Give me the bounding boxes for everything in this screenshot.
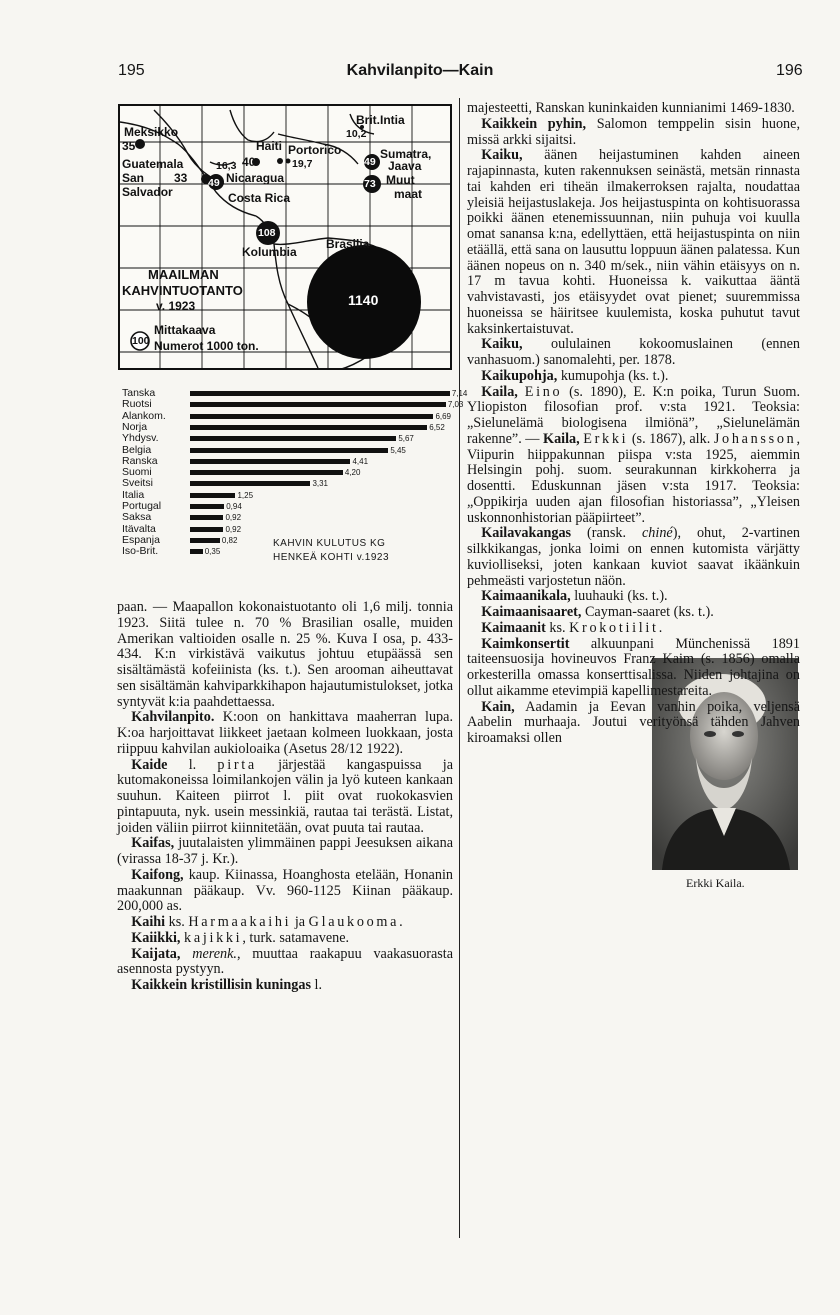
map-value-portorico: 19,7	[292, 158, 313, 170]
map-label-nicaragua: Nicaragua	[226, 171, 285, 185]
entry-kaila-erkki-text: , Viipurin hiippakunnan piispa v:sta 1925, aiemmin Helsingin pohj. suom. seurakunnan kirkkoherra ja dosentti. Eduskunnan jäsen v:sta 1917. Teoksia: „Oppikirja uuden ajan filosofian historiassa”, „Yleisen uskonnonhistorian pääpiirteet”.	[467, 430, 800, 526]
chart-category-label: Belgia	[122, 443, 152, 456]
entry-kaimkonsertit-text: alkuunpani Münchenissä 1891 taiteensuosija hovineuvos Franz Kaim (s. 1856) omalla orkesterilla omassa konserttisalissa. Niiden johtajina on ollut aikamme etevimpiä kapellimestareita.	[467, 635, 800, 699]
chart-category-label: Espanja	[122, 533, 160, 546]
entry-kristillisin-continuation: majesteetti, Ranskan kuninkaiden kunnianimi 1469-1830.	[467, 100, 795, 116]
chart-value-label: 7,03	[447, 400, 464, 410]
chart-category-label: Italia	[122, 488, 145, 501]
page-number-left: 195	[118, 62, 145, 79]
chart-category-label: Tanska	[122, 387, 156, 399]
page-header	[0, 62, 840, 86]
map-label-maat: maat	[394, 187, 423, 201]
running-title: Kahvilanpito—Kain	[346, 62, 494, 79]
chart-bar	[190, 538, 220, 543]
map-label-san: San	[122, 171, 145, 185]
entry-kaiku-lehti-text: oululainen kokoomuslainen (ennen vanhasuom.) sanomalehti, per. 1878.	[467, 336, 800, 368]
entry-kaimaanit-ref: Krokotiilit	[569, 619, 659, 636]
entry-kahvilanpito-text: K:oon on hankittava maaherran lupa. K:oa harjoittavat liikkeet jaetaan kolmeen luokkaan, josta riippuu kahvilan aukioloaika (Asetus 28/12 1922).	[117, 709, 453, 757]
entry-kaijata	[117, 947, 453, 979]
entry-kaijata-text: , muuttaa raakapuu vaakasuorasta asennosta pystyyn.	[117, 945, 454, 978]
entry-kaifong	[117, 868, 453, 915]
entry-kaide	[117, 758, 453, 837]
chart-bar	[190, 414, 433, 419]
entry-kaila-erkki-a: (s. 1867), alk.	[628, 430, 714, 447]
chart-bar	[190, 470, 343, 475]
entry-kaihi	[117, 915, 453, 931]
chart-bar	[190, 481, 310, 486]
entry-kaikupohja	[467, 369, 800, 385]
chart-value-label: 4,20	[344, 468, 361, 478]
entry-kaimaanit-a: ks.	[545, 619, 570, 636]
map-value-nicaragua: 49	[208, 177, 220, 189]
headword-kaila-erkki: Kaila,	[543, 430, 580, 447]
map-value-haiti: 40	[242, 155, 256, 169]
headword-kaiikki: Kaiikki,	[131, 929, 181, 946]
portrait-caption: Erkki Kaila.	[686, 876, 745, 890]
chart-category-label: Norja	[122, 420, 148, 433]
chart-bar	[190, 504, 224, 509]
chart-bar	[190, 459, 350, 464]
headword-kaide: Kaide	[131, 756, 168, 773]
entry-kain	[467, 700, 800, 747]
chart-value-label: 5,67	[398, 434, 414, 444]
entry-kaide-text: järjestää kangaspuissa ja kutomakoneissa loimilankojen välin ja lyö kuteen kankaan suuhun. Kaiteen piirrot l. piit ovat ruokokasvien pintapuuta, nyk. usein messinkiä, rautaa tai terästä. Listat, joiden väliin piirrot kiinnitetään, ovat puuta tai rautaa.	[117, 756, 453, 836]
map-label-muut: Muut	[386, 173, 415, 187]
coffee-production-map	[118, 104, 452, 370]
chart-bar	[190, 493, 235, 498]
entry-kaila-eino-text: (s. 1890), E. K:n poika, Turun Suom. Yliopiston filosofian prof. v:sta 1921. Teoksia: „Sielunelämä biologisena ilmiönä”, „Sielunelämän rakenne”. —	[467, 383, 801, 447]
entry-kaijata-italic: merenk.	[192, 945, 237, 962]
chart-value-label: 4,41	[352, 456, 369, 466]
chart-value-label: 0,35	[204, 547, 221, 557]
chart-value-label: 6,52	[429, 422, 445, 432]
map-value-sumatra: 49	[364, 156, 376, 168]
entry-kaikkein-pyhin-text: Salomon temppelin sisin huone, missä arkki sijaitsi.	[467, 115, 800, 148]
map-label-portorico: Portorico	[288, 143, 342, 157]
chart-category-label: Iso-Brit.	[122, 545, 159, 558]
entry-kailavakangas-italic: chiné	[642, 525, 673, 542]
map-value-guatemala: 16,3	[216, 160, 237, 172]
chart-category-label: Saksa	[122, 511, 152, 524]
headword-kaimaanikala: Kaimaanikala,	[481, 588, 571, 605]
entry-kaifas	[117, 836, 453, 868]
chart-title	[273, 537, 389, 565]
map-value-muut-maat: 73	[364, 178, 376, 190]
entry-kaiku-lehti	[467, 337, 800, 369]
headword-kaihi: Kaihi	[131, 914, 166, 930]
chart-bar	[190, 549, 203, 554]
chart-value-label: 3,31	[312, 479, 329, 489]
entry-kaiikki-text: , turk. satamavene.	[242, 929, 350, 946]
entry-kaihi-a: ks.	[165, 914, 189, 930]
chart-bar	[190, 402, 446, 407]
entry-kaiikki-spaced: kajikki	[184, 929, 243, 946]
map-legend-value: 100	[132, 335, 150, 347]
entry-kain-text: Aadamin ja Eevan vanhin poika, veljensä Aabelin murhaaja. Joutui verityönsä tähden Jahven kiroamaksi ollen	[467, 698, 800, 746]
map-value-brasilia: 1140	[348, 292, 379, 308]
map-label-salvador: Salvador	[122, 185, 173, 199]
headword-kaimaanisaaret: Kaimaanisaaret,	[481, 604, 582, 620]
left-column-text	[117, 600, 453, 994]
entry-kaifong-text: kaup. Kiinassa, Hoanghosta etelään, Honanin maakunnan pääkaup. Vv. 960-1125 Kiinan pääkaup. 200,000 as.	[117, 866, 453, 915]
entry-kaila-erkki-name: Erkki	[583, 430, 629, 447]
chart-category-label: Alankom.	[122, 409, 166, 422]
entry-kaimaanit	[467, 621, 800, 637]
chart-value-label: 0,94	[226, 502, 242, 511]
headword-kaikupohja: Kaikupohja,	[481, 367, 558, 384]
chart-title-line1: KAHVIN KULUTUS KG	[273, 538, 386, 549]
map-title-line2: KAHVINTUOTANTO	[122, 283, 243, 298]
chart-category-label: Itävalta	[122, 522, 156, 535]
entry-kahvi-continuation: paan. — Maapallon kokonaistuotanto oli 1,6 milj. tonnia 1923. Siitä tulee n. 70 % Brasilian osalle, muiden Amerikan valtioiden osalle n. 25 %. Kuva I osa, p. 433-434. K:n virkistävä vaikutus johtuu etupäässä sen sisältämästä kofeiinista (ks. t.). Sen arooman aiheuttavat sen sisältämän kahviparkkihapon hajautumistulokset, jotka syntyvät k:ia paahdettaessa.	[117, 599, 453, 710]
entry-kahvilanpito	[117, 710, 453, 757]
map-label-jaava: Jaava	[388, 159, 422, 173]
entry-kaiku	[467, 148, 800, 337]
headword-kahvilanpito: Kahvilanpito.	[131, 709, 215, 726]
entry-kaimaanikala-text: luuhauki (ks. t.).	[570, 588, 668, 605]
headword-kain: Kain,	[481, 698, 515, 715]
page-number-right: 196	[776, 62, 803, 79]
chart-category-label: Yhdysv.	[122, 432, 159, 445]
chart-title-line2: HENKEÄ KOHTI v.1923	[273, 552, 390, 563]
entry-kaikkein-kristillisin	[117, 978, 453, 994]
entry-kaimaanisaaret-text: Cayman-saaret (ks. t.).	[581, 604, 714, 620]
chart-value-label: 6,69	[435, 411, 452, 421]
headword-kaijata: Kaijata,	[131, 945, 181, 962]
chart-category-label: Suomi	[122, 466, 152, 479]
chart-category-label: Ranska	[122, 454, 158, 467]
right-column-text	[467, 101, 800, 747]
chart-bar	[190, 527, 223, 532]
headword-kaiku: Kaiku,	[481, 147, 523, 164]
map-value-brit-intia: 10,2	[346, 128, 367, 140]
map-label-meksikko: Meksikko	[124, 125, 179, 139]
chart-bar	[190, 436, 396, 441]
headword-kailavakangas: Kailavakangas	[481, 525, 572, 542]
headword-kaimaanit: Kaimaanit	[481, 619, 546, 636]
chart-value-label: 7,14	[451, 389, 468, 398]
chart-bar	[190, 515, 223, 520]
entry-kaikkein-pyhin	[467, 117, 800, 149]
map-legend-line1: Mittakaava	[154, 323, 216, 337]
entry-kaide-a: l.	[167, 756, 218, 773]
headword-kaifas: Kaifas,	[131, 835, 175, 852]
chart-value-label: 0,92	[225, 513, 242, 523]
map-value-venezuela: 108	[258, 227, 276, 239]
chart-value-label: 1,25	[237, 490, 254, 500]
headword-kaila-eino: Kaila,	[481, 383, 518, 400]
map-label-guatemala: Guatemala	[122, 157, 184, 171]
entry-kailavakangas-text: ), ohut, 2-vartinen silkkikangas, jonka loimi on ennen kutomista värjätty kuviolliseksi, joten kankaan kuviot saavat ikäänkuin pehmeästi varjostetun näön.	[467, 525, 800, 589]
map-label-brit-intia: Brit.Intia	[356, 113, 405, 127]
entry-kaila	[467, 385, 800, 527]
entry-kaila-erkki-name2: Johansson	[713, 430, 797, 447]
headword-kaikkein-pyhin: Kaikkein pyhin,	[481, 115, 587, 132]
map-title-line3: v. 1923	[156, 299, 196, 313]
entry-kaihi-ref2: Glaukooma	[308, 914, 400, 930]
entry-kailavakangas	[467, 526, 800, 589]
entry-kaiikki	[117, 931, 453, 947]
entry-kaikupohja-text: kumupohja (ks. t.).	[557, 367, 669, 384]
entry-kaide-spaced: pirta	[217, 756, 257, 773]
entry-kaikkein-kristillisin-text: l.	[310, 977, 323, 993]
entry-kaihi-b: ja	[291, 914, 309, 930]
column-divider	[459, 98, 460, 1238]
headword-kaimkonsertit: Kaimkonsertit	[481, 635, 570, 652]
coffee-consumption-chart	[118, 387, 468, 596]
entry-kaiku-text: äänen heijastuminen kahden aineen rajapinnasta, kuten rakennuksen seinästä, metsän rinnasta tai kahden eri tiheän ilmakerroksen rajalta, noudattaa yleisiä heijastuslakeja. Jos heijastuspinta on kohtisuorassa poikki äänen etenemissuunnan, niin puhuja voi kuulla omat sanansa k:na, edellyttäen, että heijastuspinta on niin etäällä, että sana on lausuttu loppuun äänen palatessa. Kun äänen nopeus on n. 340 m/sek., niin vähin etäisyys on n. 17 m tavua kohti. Huoneissa k. vaikuttaa ääntä vahvistavasti, jos etäisyydet ovat pienet; suuremmissa huoneissa se häiritsee kuulemista, koska puhutut tavut kaksinkertaistuvat.	[467, 147, 800, 337]
entry-kaimkonsertit	[467, 637, 800, 700]
chart-bar	[190, 391, 450, 396]
chart-category-label: Portugal	[122, 500, 162, 512]
map-label-haiti: Haiti	[256, 139, 283, 153]
map-label-kolumbia: Kolumbia	[242, 245, 297, 259]
chart-value-label: 0,82	[221, 535, 238, 545]
entry-kailavakangas-a: (ransk.	[571, 525, 642, 542]
chart-category-label: Ruotsi	[122, 398, 152, 411]
headword-kaifong: Kaifong,	[131, 866, 184, 883]
entry-kaimaanisaaret	[467, 605, 800, 621]
chart-category-label: Sveitsi	[122, 477, 153, 490]
entry-kaimaanikala	[467, 589, 800, 605]
entry-kaihi-ref1: Harmaakaihi	[188, 914, 292, 930]
map-value-salvador: 33	[174, 171, 188, 185]
chart-value-label: 5,45	[390, 445, 406, 455]
chart-value-label: 0,92	[225, 524, 242, 534]
map-label-costa-rica: Costa Rica	[228, 191, 291, 205]
entry-kaihi-c: .	[399, 914, 403, 930]
map-label-brasilia: Brasilia	[326, 237, 370, 251]
map-label-sumatra: Sumatra,	[380, 147, 432, 161]
chart-bar	[190, 448, 388, 453]
map-legend-line2: Numerot 1000 ton.	[154, 339, 259, 353]
map-title-line1: MAAILMAN	[148, 267, 219, 282]
entry-kaimaanit-b: .	[658, 619, 663, 636]
entry-kaila-eino-name: Eino	[524, 383, 563, 400]
map-value-meksikko: 35	[122, 139, 136, 153]
chart-bar	[190, 425, 427, 430]
headword-kaiku-lehti: Kaiku,	[481, 336, 523, 353]
entry-kaifas-text: juutalaisten ylimmäinen pappi Jeesuksen aikana (virassa 18-37 j. Kr.).	[117, 835, 453, 867]
headword-kaikkein-kristillisin: Kaikkein kristillisin kuningas	[131, 977, 311, 993]
